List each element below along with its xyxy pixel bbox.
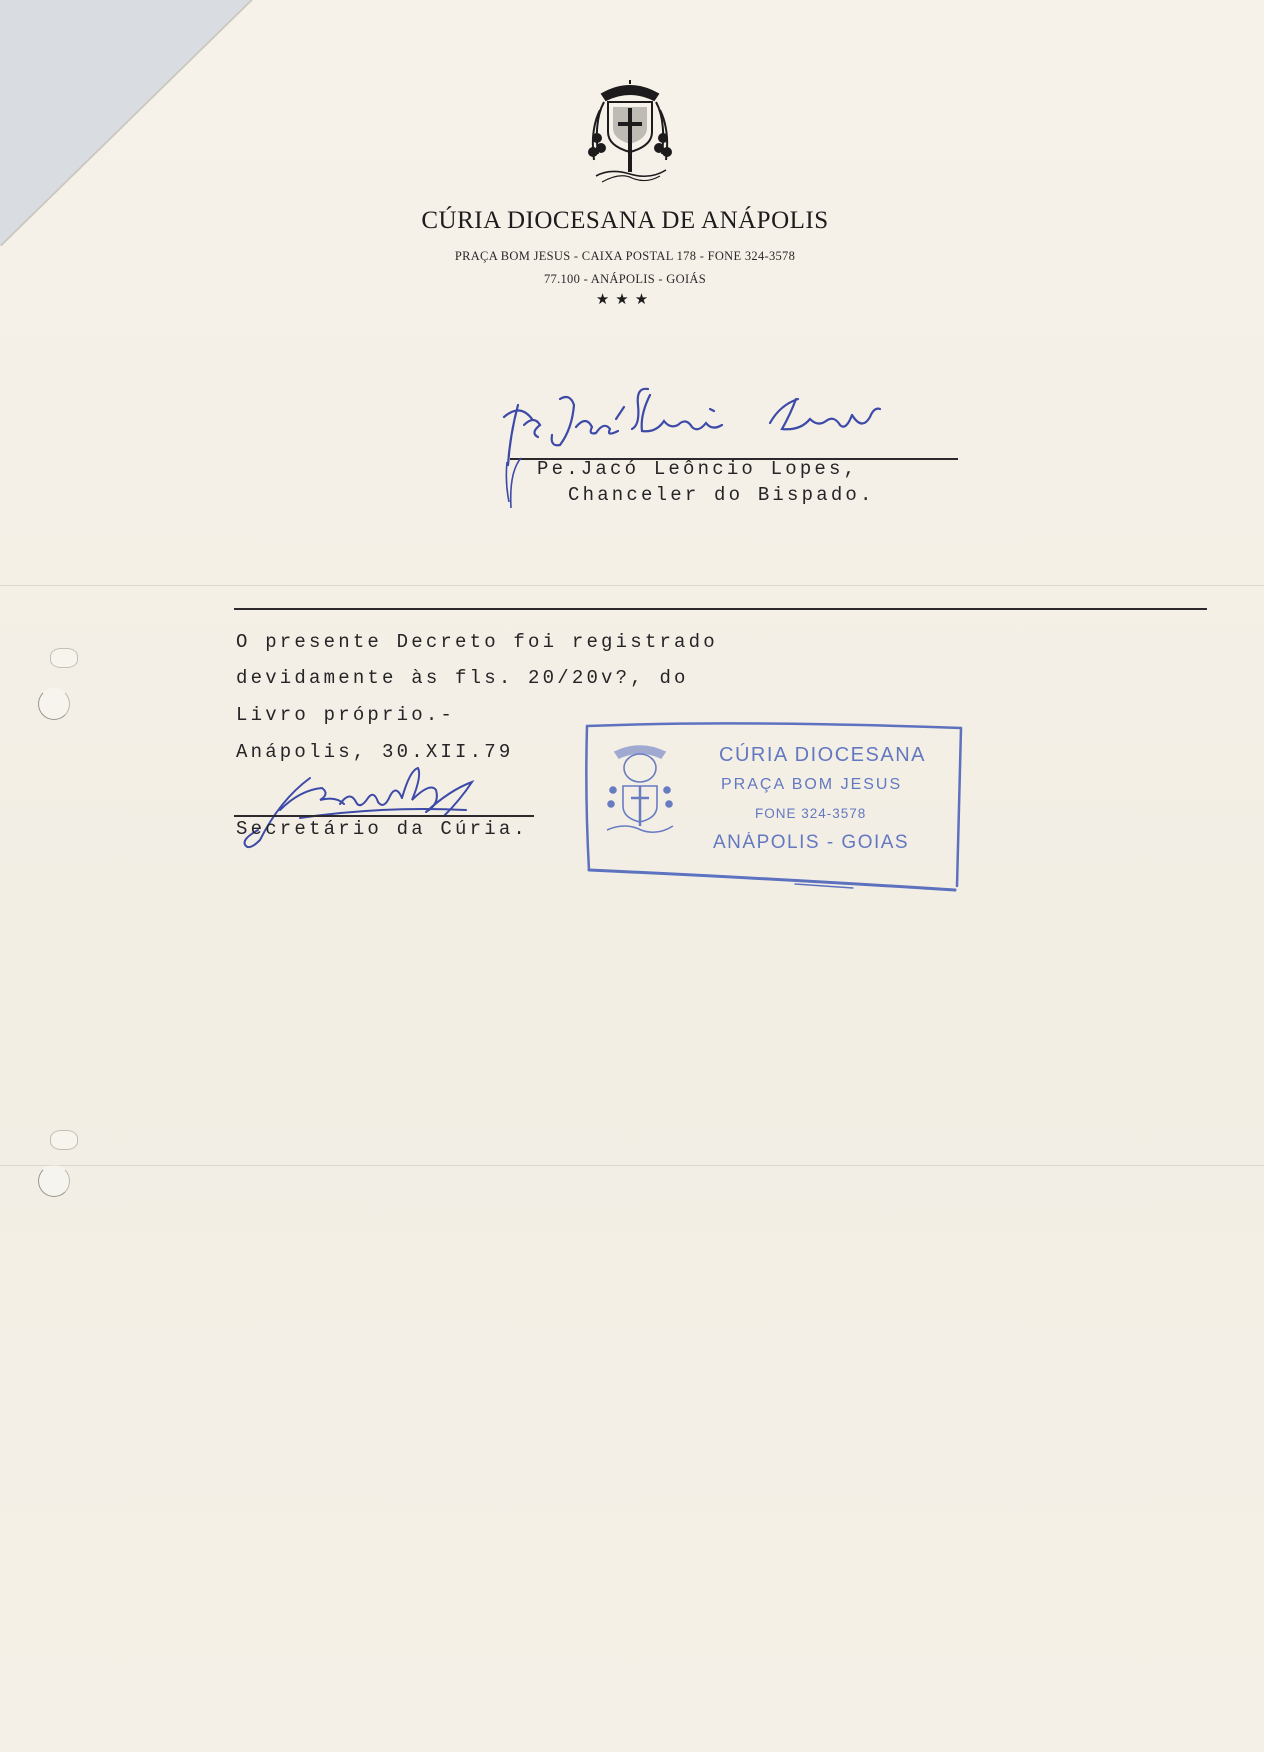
fold-crease <box>0 585 1264 586</box>
registration-line-1: O presente Decreto foi registrado <box>236 631 718 653</box>
secretary-caption: Secretário da Cúria. <box>236 818 529 840</box>
registration-line-2: devidamente às fls. 20/20v?, do <box>236 667 689 689</box>
secretary-signature-line <box>234 815 534 817</box>
letterhead-ornament: ★★★ <box>595 290 655 308</box>
registration-date: Anápolis, 30.XII.79 <box>236 741 514 763</box>
punch-hole <box>38 688 70 720</box>
punch-hole-mark <box>50 1130 78 1150</box>
letterhead-city: 77.100 - ANÁPOLIS - GOIÁS <box>543 272 707 286</box>
curia-stamp <box>585 718 963 893</box>
stamp-line-4: ANÁPOLIS - GOIAS <box>713 832 910 853</box>
punch-hole-mark <box>50 648 78 668</box>
letterhead-address: PRAÇA BOM JESUS - CAIXA POSTAL 178 - FONE 324-3578 <box>454 249 796 263</box>
coat-of-arms-icon <box>580 80 680 190</box>
stamp-line-3: FONE 324-3578 <box>755 806 867 821</box>
punch-hole <box>38 1165 70 1197</box>
stamp-line-2: PRAÇA BOM JESUS <box>721 776 903 793</box>
chanceler-role: Chanceler do Bispado. <box>568 484 875 506</box>
fold-crease <box>0 1165 1264 1166</box>
organization-title: CÚRIA DIOCESANA DE ANÁPOLIS <box>421 207 829 234</box>
registration-line-3: Livro próprio.- <box>236 704 456 726</box>
section-divider <box>234 608 1207 610</box>
secretary-signature <box>240 760 500 855</box>
chanceler-name: Pe.Jacó Leôncio Lopes, <box>537 458 859 480</box>
stamp-crest-icon <box>605 742 675 842</box>
stamp-line-1: CÚRIA DIOCESANA <box>719 744 926 766</box>
bracket-mark <box>503 452 527 514</box>
